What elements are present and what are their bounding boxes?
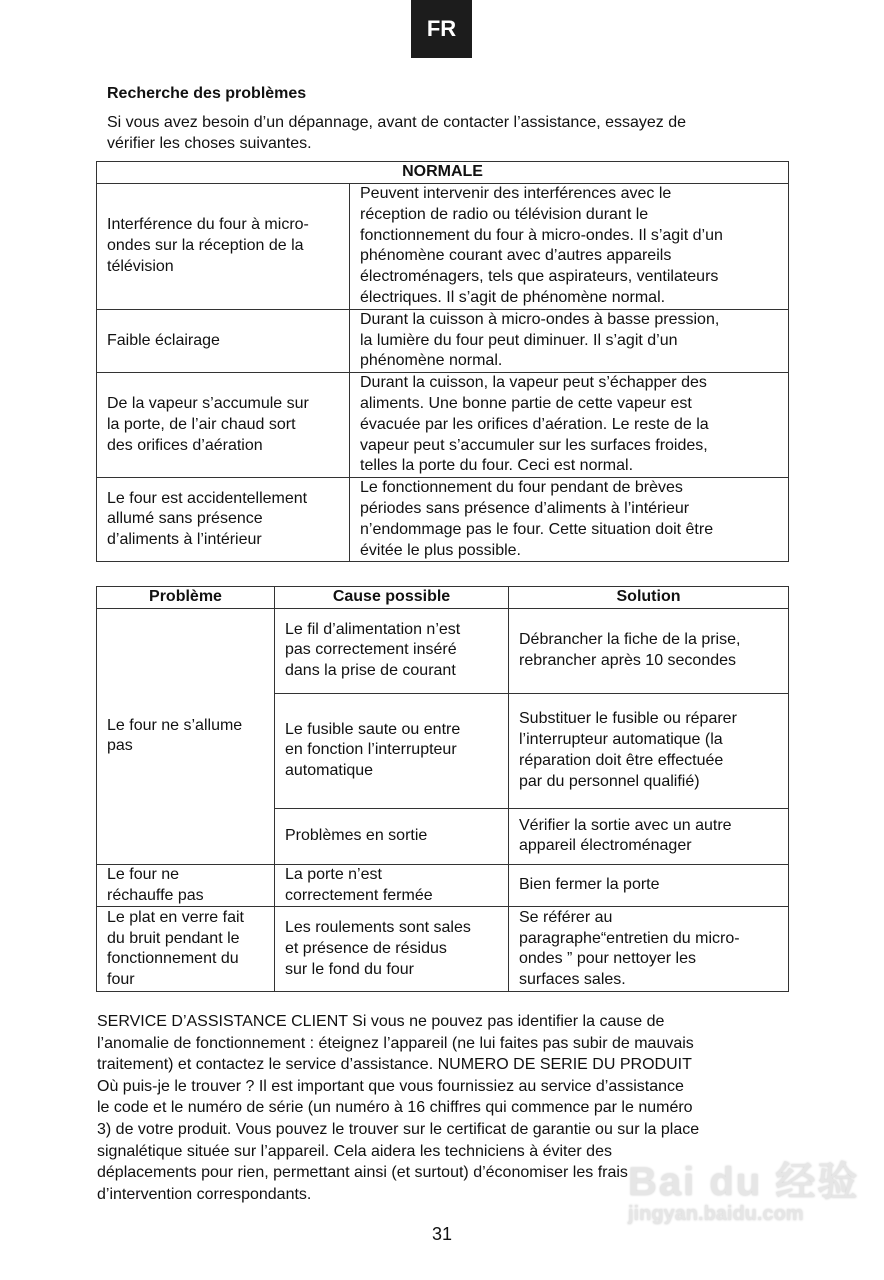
header-problem: Problème bbox=[97, 587, 275, 609]
cause-cell: Le fil d’alimentation n’est pas correctement inséré dans la prise de courant bbox=[275, 608, 509, 693]
normal-table-header: NORMALE bbox=[97, 162, 789, 184]
solution-cell: Bien fermer la porte bbox=[509, 864, 789, 907]
cause-cell: Le fusible saute ou entre en fonction l’interrupteur automatique bbox=[275, 693, 509, 808]
desc-cell: Le fonctionnement du four pendant de brèves périodes sans présence d’aliments à l’intérieur n’endommage pas le four. Cette situation doit être évitée le plus possible. bbox=[350, 478, 789, 562]
item-cell: Faible éclairage bbox=[97, 309, 350, 372]
item-cell: Interférence du four à micro- ondes sur la réception de la télévision bbox=[97, 183, 350, 309]
solution-cell: Débrancher la fiche de la prise, rebrancher après 10 secondes bbox=[509, 608, 789, 693]
cause-cell: Les roulements sont sales et présence de résidus sur le fond du four bbox=[275, 907, 509, 992]
problem-cell: Le plat en verre fait du bruit pendant le fonctionnement du four bbox=[97, 907, 275, 992]
item-cell: De la vapeur s’accumule sur la porte, de l’air chaud sort des orifices d’aération bbox=[97, 373, 350, 478]
problem-table bbox=[96, 586, 789, 992]
header-cause: Cause possible bbox=[275, 587, 509, 609]
cause-cell: Problèmes en sortie bbox=[275, 808, 509, 864]
desc-cell: Durant la cuisson à micro-ondes à basse pression, la lumière du four peut diminuer. Il s’agit d’un phénomène normal. bbox=[350, 309, 789, 372]
desc-cell: Peuvent intervenir des interférences avec le réception de radio ou télévision durant le fonctionnement du four à micro-ondes. Il s’agit d’un phénomène courant avec d’autres appareils électroménagers, tels que aspirateurs, ventilateurs électriques. Il s’agit de phénomène normal. bbox=[350, 183, 789, 309]
service-paragraph: SERVICE D’ASSISTANCE CLIENT Si vous ne pouvez pas identifier la cause de l’anomalie de fonctionnement : éteignez l’appareil (ne lui faites pas subir de mauvais traitement) et contactez le service d’assistance. NUMERO DE SERIE DU PRODUIT Où puis-je le trouver ? Il est important que vous fournissiez au service d’assistance le code et le numéro de série (un numéro à 16 chiffres qui commence par le numéro 3) de votre produit. Vous pouvez le trouver sur le certificat de garantie ou sur la place signalétique située sur l’appareil. Cela aidera les techniciens à éviter des déplacements pour rien, permettant ainsi (et surtout) d’économiser les frais d’intervention correspondants. bbox=[97, 1013, 700, 1203]
watermark-url: jingyan.baidu.com bbox=[628, 1203, 804, 1225]
table-row bbox=[97, 183, 789, 309]
solution-cell: Vérifier la sortie avec un autre appareil électroménager bbox=[509, 808, 789, 864]
header-solution: Solution bbox=[509, 587, 789, 609]
table-row bbox=[97, 478, 789, 562]
problem-cell: Le four ne réchauffe pas bbox=[97, 864, 275, 907]
baidu-watermark bbox=[628, 1150, 859, 1226]
table-row bbox=[97, 864, 789, 907]
table-row bbox=[97, 309, 789, 372]
cause-cell: La porte n’est correctement fermée bbox=[275, 864, 509, 907]
page-number: 31 bbox=[431, 1224, 453, 1244]
item-cell: Le four est accidentellement allumé sans présence d’aliments à l’intérieur bbox=[97, 478, 350, 562]
section-title: Recherche des problèmes bbox=[107, 85, 307, 102]
language-tab: FR bbox=[411, 0, 472, 58]
table-row bbox=[97, 373, 789, 478]
table-row bbox=[97, 608, 789, 693]
solution-cell: Substituer le fusible ou réparer l’interrupteur automatique (la réparation doit être effectuée par du personnel qualifié) bbox=[509, 693, 789, 808]
desc-cell: Durant la cuisson, la vapeur peut s’échapper des aliments. Une bonne partie de cette vapeur est évacuée par les orifices d’aération. Le reste de la vapeur peut s’accumuler sur les surfaces froides, telles la porte du four. Ceci est normal. bbox=[350, 373, 789, 478]
watermark-brand: Bai du 经验 bbox=[628, 1160, 860, 1204]
table-row bbox=[97, 907, 789, 992]
normal-table bbox=[96, 161, 789, 562]
problem-cell: Le four ne s’allume pas bbox=[97, 608, 275, 864]
solution-cell: Se référer au paragraphe“entretien du micro- ondes ” pour nettoyer les surfaces sales. bbox=[509, 907, 789, 992]
section-intro: Si vous avez besoin d’un dépannage, avant de contacter l’assistance, essayez de vérifier les choses suivantes. bbox=[107, 114, 687, 152]
